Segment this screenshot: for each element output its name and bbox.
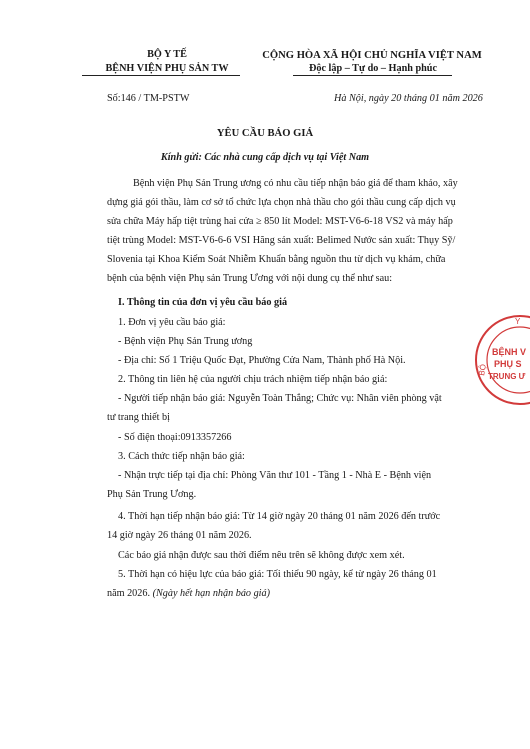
intro-line: bệnh của bệnh viện Phụ sản Trung Ương với nội dung cụ thể như sau:	[107, 273, 393, 284]
hospital-name: BỆNH VIỆN PHỤ SẢN TW	[105, 63, 229, 74]
nation-title: CỘNG HÒA XÃ HỘI CHỦ NGHĨA VIỆT NAM	[262, 50, 482, 61]
hospital-underline	[82, 75, 240, 76]
list-item: - Địa chỉ: Số 1 Triệu Quốc Đạt, Phường Cửa Nam, Thành phố Hà Nội.	[118, 355, 406, 366]
list-item: - Nhận trực tiếp tại địa chỉ: Phòng Văn thư 101 - Tầng 1 - Nhà E - Bệnh viện	[118, 470, 432, 481]
deadline-note: (Ngày hết hạn nhận báo giá)	[152, 588, 270, 599]
nation-motto: Độc lập – Tự do – Hạnh phúc	[309, 63, 437, 74]
seal-text: TRUNG Ư	[488, 372, 526, 381]
list-item: 5. Thời hạn có hiệu lực của báo giá: Tối thiểu 90 ngày, kể từ ngày 26 tháng 01	[118, 569, 437, 580]
list-item: - Bệnh viện Phụ Sản Trung ương	[118, 336, 253, 347]
intro-line: Bệnh viện Phụ Sản Trung ương có nhu cầu tiếp nhận báo giá để tham khảo, xây	[133, 178, 458, 189]
motto-underline	[293, 75, 452, 76]
section-heading: I. Thông tin của đơn vị yêu cầu báo giá	[118, 297, 288, 308]
seal-text: BỆNH V	[492, 347, 527, 357]
place-date: Hà Nội, ngày 20 tháng 01 năm 2026	[334, 93, 483, 104]
list-item: tư trang thiết bị	[107, 412, 170, 423]
intro-line: tiệt trùng Model: MST-V6-6-6 VSI Hãng sản xuất: Belimed Nước sản xuất: Thụy Sỹ/	[107, 235, 456, 246]
intro-line: Slovenia tại Khoa Kiểm Soát Nhiễm Khuẩn bằng nguồn thu từ dịch vụ khám, chữa	[107, 254, 446, 265]
document-number: Số:146 / TM-PSTW	[107, 93, 190, 104]
list-item: - Người tiếp nhận báo giá: Nguyễn Toàn Thắng; Chức vụ: Nhân viên phòng vật	[118, 393, 442, 404]
hospital-seal-stamp	[474, 314, 530, 406]
list-item	[107, 587, 270, 600]
salutation: Kính gửi: Các nhà cung cấp dịch vụ tại Việt Nam	[160, 152, 370, 163]
list-item: 4. Thời hạn tiếp nhận báo giá: Từ 14 giờ ngày 20 tháng 01 năm 2026 đến trước	[118, 511, 441, 522]
list-item: 3. Cách thức tiếp nhận báo giá:	[118, 451, 245, 462]
document-title: YÊU CẦU BÁO GIÁ	[216, 128, 314, 139]
list-item: - Số điện thoại:0913357266	[118, 432, 232, 443]
seal-top-mark: Y	[515, 317, 521, 326]
intro-line: sửa chữa Máy hấp tiệt trùng hai cửa ≥ 850 lít Model: MST-V6-6-18 VS2 và máy hấp	[107, 216, 453, 227]
list-item: 1. Đơn vị yêu cầu báo giá:	[118, 317, 226, 328]
list-item: Các báo giá nhận được sau thời điểm nêu trên sẽ không được xem xét.	[118, 550, 405, 561]
intro-line: dựng giá gói thầu, làm cơ sở tổ chức lựa chọn nhà thầu cho gói thầu cung cấp dịch vụ	[107, 197, 456, 208]
seal-side-text: BỘ	[477, 363, 488, 377]
list-item: Phụ Sản Trung Ương.	[107, 489, 197, 500]
list-item: 2. Thông tin liên hệ của người chịu trách nhiệm tiếp nhận báo giá:	[118, 374, 388, 385]
deadline-text: năm 2026.	[107, 588, 153, 599]
seal-text: PHỤ S	[494, 359, 522, 369]
list-item: 14 giờ ngày 26 tháng 01 năm 2026.	[107, 530, 252, 541]
ministry-name: BỘ Y TẾ	[147, 49, 187, 60]
